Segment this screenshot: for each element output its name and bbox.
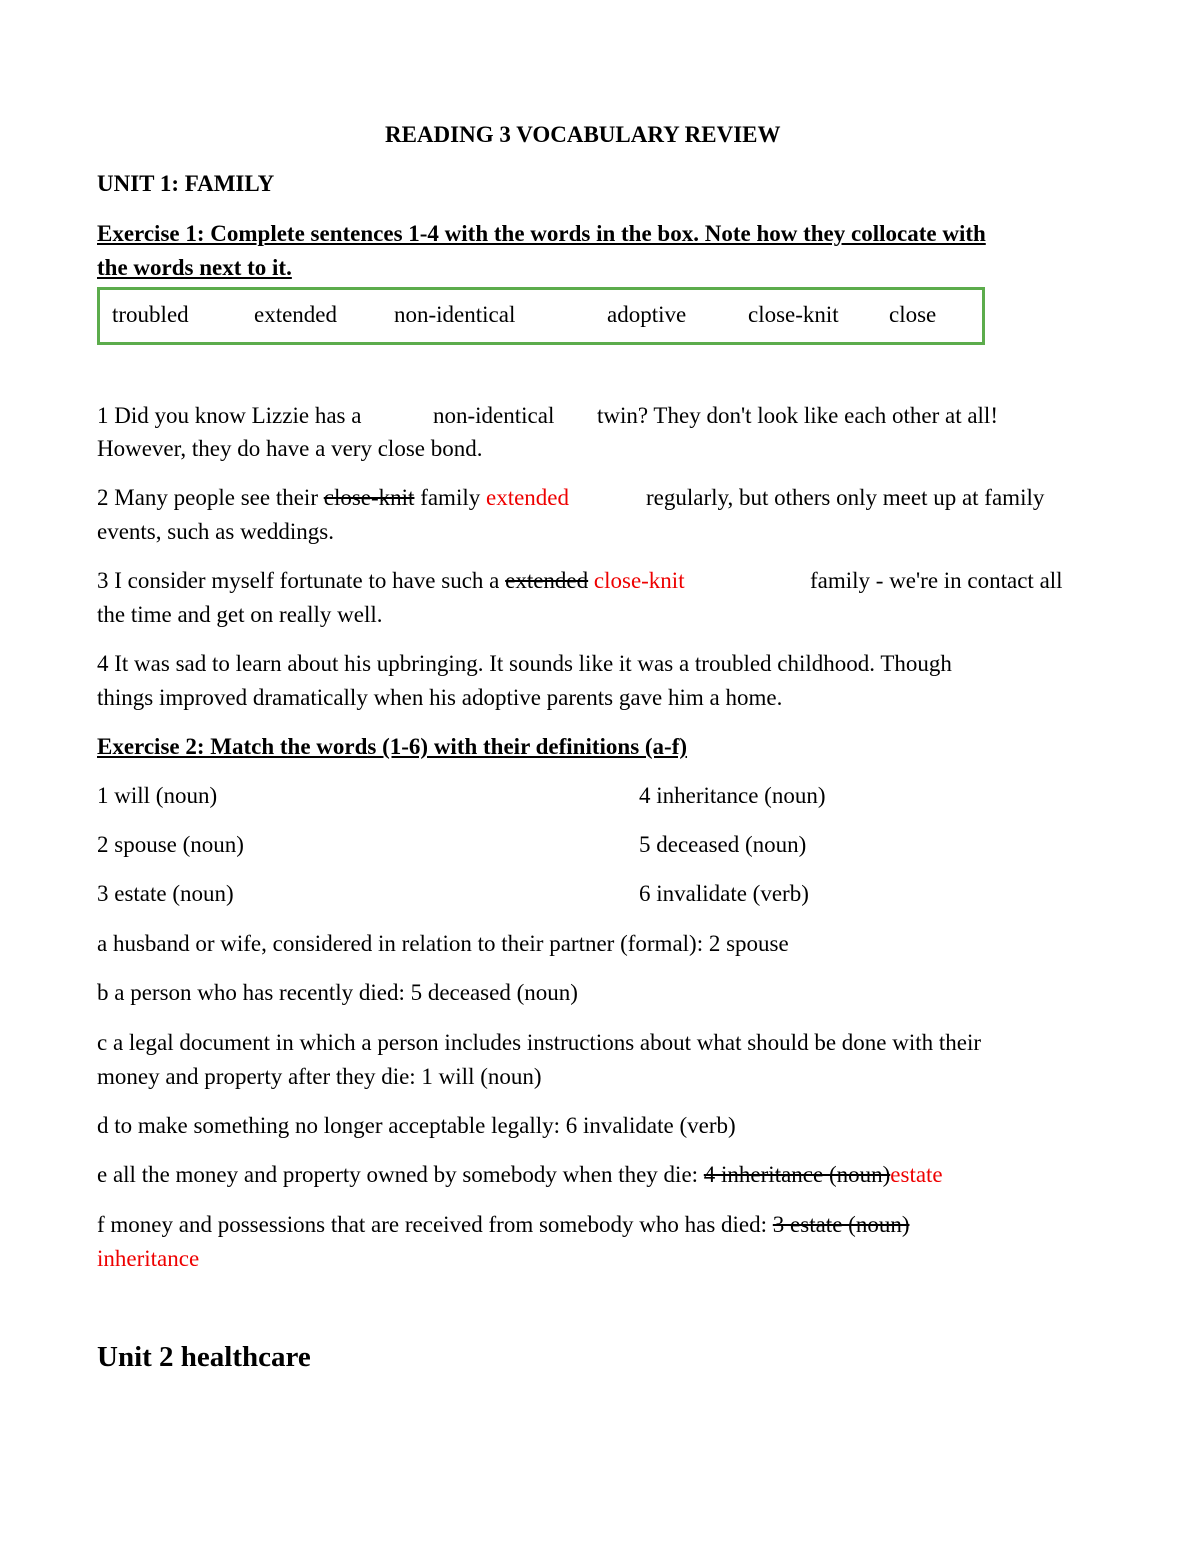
sentence-3-struck-word: extended: [505, 568, 589, 593]
word-box: [97, 287, 985, 345]
document-title: READING 3 VOCABULARY REVIEW: [385, 122, 781, 147]
definition-e: [97, 1158, 943, 1192]
box-word: troubled: [112, 302, 189, 327]
sentence-2-correction: extended: [485, 485, 569, 510]
exercise2-instruction: Exercise 2: Match the words (1-6) with their definitions (a-f): [97, 734, 688, 759]
sentence-4-line1: 4 It was sad to learn about his upbringing. It sounds like it was a troubled childhood. Though: [97, 651, 952, 676]
exercise1-instruction-line2: the words next to it.: [97, 255, 292, 280]
sentence-2-end: regularly, but others only meet up at family: [646, 485, 1045, 510]
sentence-3-end: family - we're in contact all: [810, 568, 1063, 593]
match-word-3: 3 estate (noun): [97, 881, 234, 906]
box-word: adoptive: [607, 302, 687, 327]
match-word-4: 4 inheritance (noun): [639, 783, 826, 808]
sentence-3-start: 3 I consider myself fortunate to have such a: [97, 568, 500, 593]
definition-e-text: e all the money and property owned by somebody when they die:: [97, 1162, 699, 1187]
definition-d: d to make something no longer acceptable legally: 6 invalidate (verb): [97, 1113, 736, 1138]
definition-a: a husband or wife, considered in relation to their partner (formal): 2 spouse: [97, 931, 789, 956]
sentence-2-line1: [97, 481, 569, 515]
match-word-6: 6 invalidate (verb): [639, 881, 809, 906]
sentence-4-line2: things improved dramatically when his adoptive parents gave him a home.: [97, 685, 783, 710]
sentence-3-line2: the time and get on really well.: [97, 602, 383, 627]
match-word-1: 1 will (noun): [97, 783, 218, 808]
sentence-1-line2: However, they do have a very close bond.: [97, 436, 483, 461]
sentence-2-line2: events, such as weddings.: [97, 519, 334, 544]
match-word-2: 2 spouse (noun): [97, 832, 244, 857]
definition-f-struck: 3 estate (noun): [772, 1212, 910, 1237]
exercise1-instruction-line1: Exercise 1: Complete sentences 1-4 with the words in the box. Note how they collocate with: [97, 221, 986, 246]
definition-f: [97, 1208, 909, 1242]
definition-e-struck: 4 inheritance (noun): [703, 1162, 891, 1187]
match-word-5: 5 deceased (noun): [639, 832, 807, 857]
definition-f-correction: inheritance: [97, 1246, 200, 1271]
sentence-1-answer: non-identical: [433, 403, 555, 428]
sentence-1-start: 1 Did you know Lizzie has a: [97, 403, 362, 428]
definition-e-correction: estate: [890, 1162, 943, 1187]
definition-f-text: f money and possessions that are received from somebody who has died:: [97, 1212, 768, 1237]
box-word: close-knit: [748, 302, 839, 327]
sentence-2-mid: family: [420, 485, 481, 510]
box-word: extended: [254, 302, 338, 327]
sentence-2-start: 2 Many people see their: [97, 485, 318, 510]
definition-c-line2: money and property after they die: 1 will (noun): [97, 1064, 542, 1089]
sentence-2-struck-word: close-knit: [323, 485, 415, 510]
unit1-heading: UNIT 1: FAMILY: [97, 171, 275, 196]
box-word: non-identical: [394, 302, 516, 327]
box-word: close: [889, 302, 937, 327]
sentence-3-line1: [97, 564, 685, 598]
sentence-3-correction: close-knit: [593, 568, 685, 593]
unit2-heading: Unit 2 healthcare: [97, 1341, 311, 1373]
definition-c-line1: c a legal document in which a person includes instructions about what should be done with their: [97, 1030, 982, 1055]
definition-b: b a person who has recently died: 5 deceased (noun): [97, 980, 578, 1005]
sentence-1-end: twin? They don't look like each other at all!: [597, 403, 998, 428]
